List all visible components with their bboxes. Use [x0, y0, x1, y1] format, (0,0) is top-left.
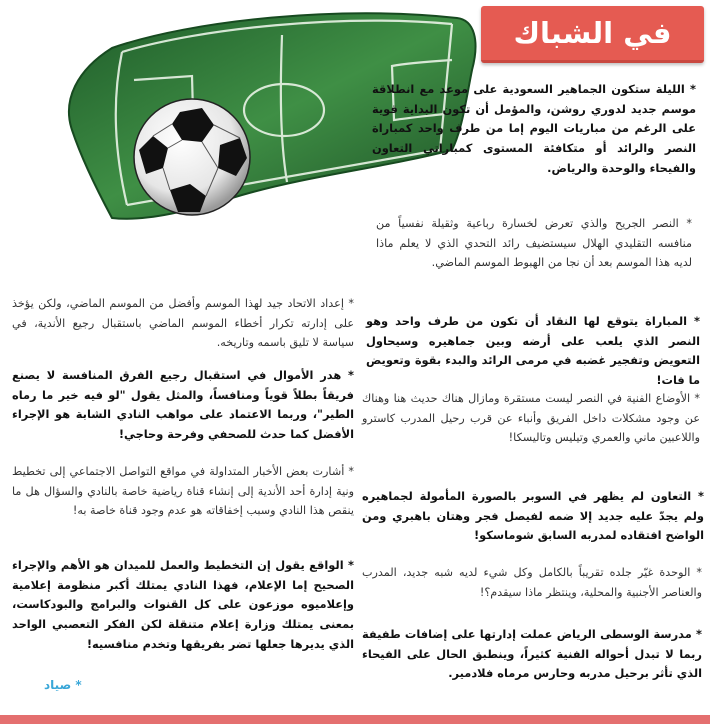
left-column-item-2: * هدر الأموال في استقبال رجيع الفرق المنافسة لا يصنع فريقاً بطلاً قوياً ومنافساً، والمثل يقول "لو فيه خير ما رماه الطير"، وربما الاعتماد على مواهب النادي الشابة هو الإجراء الأفضل كما حدث للصحفي وفرحة وحاجي! — [12, 368, 354, 442]
left-column-item-1: * إعداد الاتحاد جيد لهذا الموسم وأفضل من الموسم الماضي، ولكن يؤخذ على إدارته تكرار أخطاء الموسم الماضي باستقبال رجيع الأندية، في سياسة لا تليق باسمه وتاريخه. — [12, 297, 354, 350]
right-column-item-5: * التعاون لم يظهر في السوبر بالصورة المأمولة لجماهيره ولم يجدّ عليه جديد إلا ضمه لفيصل فجر وهتان باهبري ومن الواضح افتقاده لمدربه السابق شوماسكو! — [362, 489, 704, 543]
left-column-item-3: * أشارت بعض الأخبار المتداولة في مواقع التواصل الاجتماعي إلى تخطيط ونية إدارة أحد الأندية إلى إنشاء قناة رياضية خاصة بالنادي والسؤال هل ما ينقص هذا النادي وسبب إخفاقاته هو عدم وجود قناة خاصة به! — [12, 465, 354, 518]
right-column-item-3: * المباراة يتوقع لها النقاد أن تكون من طرف واحد وهو النصر الذي يلعب على أرضه وبين جماهيره وسيحاول التعويض وتفجير غضبه في مرمى الرائد والبدء بقوة وتعويض ما فات! — [366, 314, 700, 388]
right-column-item-2: * النصر الجريح والذي تعرض لخسارة رباعية وثقيلة نفسياً من منافسه التقليدي الهلال سيستضيف رائد التحدي الذي لا يعلم ماذا لديه هذا الموسم بعد أن نجا من الهبوط الموسم الماضي. — [376, 217, 692, 270]
right-column-item-6: * الوحدة غيّر جلده تقريباً بالكامل وكل شيء لديه شبه جديد، المدرب والعناصر الأجنبية والمحلية، وينتظر ماذا سيقدم؟! — [362, 566, 702, 599]
right-column-item-7: * مدرسة الوسطى الرياض عملت إدارتها على إضافات طفيفة ربما لا تبدل أحواله الفنية كثيراً، وينطبق الحال على الفيحاء الذي تأثر برحيل مدربه وحارس مرماه فلادمير. — [362, 627, 702, 681]
right-column-item-4: * الأوضاع الفنية في النصر ليست مستقرة ومازال هناك حديث هنا وهناك عن وجود مشكلات داخل الفريق وأنباء عن قرب رحيل المدرب كاسترو واللاعبين ماني والعمري وتيليس وتاليسكا! — [362, 392, 700, 445]
right-column-item-1: * الليلة ستكون الجماهير السعودية على موعد مع انطلاقة موسم جديد لدوري روشن، والمؤمل أن تكون البداية قوية على الرغم من مباريات اليوم إما من طرف واحد كمباراة النصر والرائد أو متكافئة المستوى كمباراتي التعاون والفيحاء والوحدة والرياض. — [372, 82, 696, 175]
author-signature: * صياد — [44, 678, 82, 692]
bottom-accent-rule — [0, 715, 710, 724]
left-column-item-4: * الواقع يقول إن التخطيط والعمل للميدان هو الأهم والإجراء الصحيح إما الإعلام، فهذا النادي يمتلك أكبر منظومة إعلامية وإعلاميوه موزعون على كل القنوات والبرامج والبودكاست، بمعنى يمتلك وزارة إعلام متنقلة لكن الفكر التعصبي الواحد الذي يديرها جعلها تضر بفريقها وتخدم منافسيه! — [12, 558, 354, 651]
section-title: في الشباك — [481, 6, 704, 63]
